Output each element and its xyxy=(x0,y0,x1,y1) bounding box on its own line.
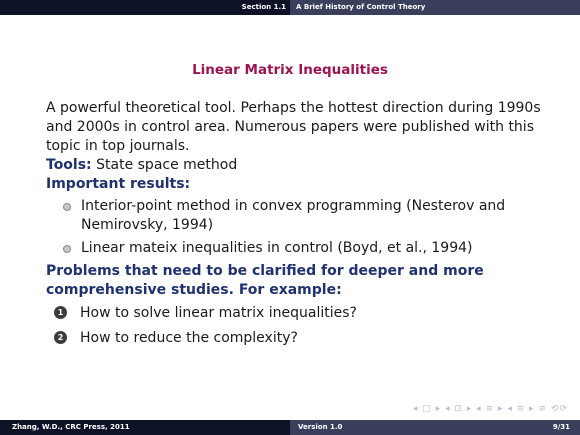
number-badge: 1 xyxy=(54,306,67,319)
problems-list xyxy=(46,304,556,348)
section-label[interactable]: Section 1.1 xyxy=(0,0,290,15)
list-item-text: Linear mateix inequalities in control (Boyd, et al., 1994) xyxy=(81,240,473,256)
bullet-icon xyxy=(63,203,71,211)
bullet-icon xyxy=(63,245,71,253)
footer-bar xyxy=(0,420,580,435)
results-label: Important results: xyxy=(46,176,191,192)
tools-line xyxy=(46,156,556,175)
navigation-controls[interactable]: ◂ □ ▸ ◂ ⊡ ▸ ◂ ≡ ▸ ◂ ≡ ▸ ≡ ⟲⟳ xyxy=(412,404,568,414)
page-number: 9/31 xyxy=(552,423,570,431)
frame-title: Linear Matrix Inequalities xyxy=(192,62,388,78)
frame-body xyxy=(46,99,556,354)
results-list xyxy=(46,197,556,258)
list-item xyxy=(46,304,556,323)
header-bar xyxy=(0,0,580,15)
tools-text: State space method xyxy=(96,157,238,173)
footer-author: Zhang, W.D., CRC Press, 2011 xyxy=(0,420,290,435)
list-item-text: How to solve linear matrix inequalities? xyxy=(80,305,357,321)
problems-heading: Problems that need to be clarified for deeper and more comprehensive studies. For example: xyxy=(46,263,484,298)
list-item xyxy=(46,239,556,258)
subsection-label[interactable]: A Brief History of Control Theory xyxy=(290,0,580,15)
tools-label: Tools: xyxy=(46,157,92,173)
list-item xyxy=(46,329,556,348)
list-item-text: How to reduce the complexity? xyxy=(80,330,298,346)
list-item-text: Interior-point method in convex programming (Nesterov and Nemirovsky, 1994) xyxy=(81,198,506,233)
intro-paragraph: A powerful theoretical tool. Perhaps the hottest direction during 1990s and 2000s in control area. Numerous papers were published with this topic in top journals. xyxy=(46,100,541,154)
footer-right xyxy=(290,420,580,435)
footer-version: Version 1.0 xyxy=(298,423,343,431)
number-badge: 2 xyxy=(54,331,67,344)
list-item xyxy=(46,197,556,235)
